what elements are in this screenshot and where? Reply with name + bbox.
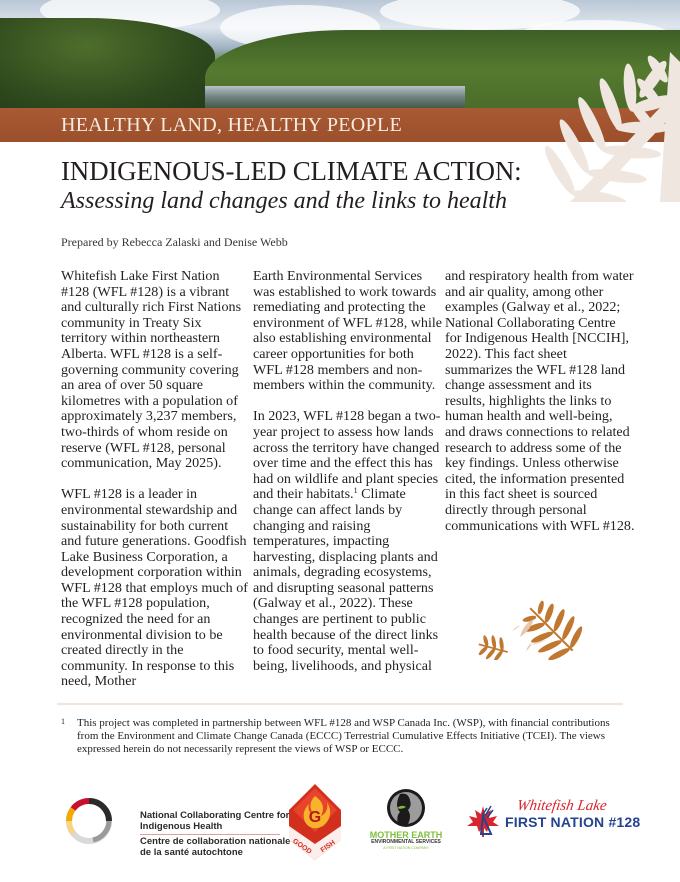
- goodfish-text-right: FISH: [319, 839, 337, 855]
- river: [205, 86, 465, 108]
- wfl-script-name: Whitefish Lake: [515, 798, 608, 814]
- series-label: HEALTHY LAND, HEALTHY PEOPLE: [61, 114, 402, 136]
- goodfish-logo: [287, 782, 343, 862]
- mother-earth-subtitle: ENVIRONMENTAL SERVICES: [371, 839, 441, 845]
- fern-decoration-icon: [510, 52, 680, 202]
- footnote-reference[interactable]: 1: [353, 486, 358, 496]
- maple-leaf-icon: [465, 804, 501, 838]
- partner-logos: [0, 770, 680, 870]
- paragraph: Earth Environmental Services was established to work towards remediating and protecting the environment of WFL #128, while also establishing environmental career opportunities for both WFL #128 members and non-members within the community.: [253, 268, 443, 394]
- nccih-logo: [57, 791, 291, 858]
- mother-earth-logo: [360, 788, 450, 858]
- footnote-mark: 1: [61, 717, 65, 726]
- nccih-name-english: National Collaborating Centre for Indigenous Health: [140, 810, 290, 832]
- page-subtitle: Assessing land changes and the links to health: [61, 188, 507, 214]
- left-treeline: [0, 18, 215, 108]
- body-column-2: [253, 269, 443, 690]
- svg-text:G: G: [308, 809, 322, 826]
- body-column-1: [61, 269, 251, 706]
- paragraph-text: Climate change can affect lands by changing and raising temperatures, impacting harvesting, displacing plants and animals, degrading ecosystems, and disrupting seasonal patterns (Galway et al., 2022). These changes are pertinent to public health because of the direct links to food security, mental well-being, livelihoods, and physical: [253, 486, 439, 674]
- wfl-logo: [465, 792, 645, 842]
- paragraph-text: In 2023, WFL #128 began a two-year project to assess how lands across the territory have changed over time and the effect this has had on wildlife and plant species and their habitats.: [253, 408, 441, 503]
- wfl-main-name: FIRST NATION #128: [505, 814, 641, 830]
- page-title: INDIGENOUS-LED CLIMATE ACTION:: [61, 156, 522, 186]
- footnote: [61, 717, 621, 755]
- body-column-3: [445, 269, 635, 550]
- nccih-rule: [140, 834, 280, 835]
- mother-earth-tagline: A FIRST NATION COMPANY: [383, 846, 429, 850]
- paragraph: [253, 409, 443, 674]
- section-divider: [57, 703, 623, 705]
- paragraph: WFL #128 is a leader in environmental stewardship and sustainability for both current and future generations. Goodfish Lake Business Corporation, a development corporation within WFL #128 that employs much of the WFL #128 population, recognized the need for an environmental division to be created directly in the community. In response to this need, Mother: [61, 486, 248, 690]
- nccih-name-french: Centre de collaboration nationale de la santé autochtone: [140, 836, 291, 858]
- fern-leaves-icon: [462, 585, 612, 660]
- paragraph: and respiratory health from water and air quality, among other examples (Galway et al., 2022; National Collaborating Centre for Indigenous Health [NCCIH], 2022). This fact sheet summarizes the WFL #128 land change assessment and its results, highlights the links to human health and well-being, and draws connections to related research to address some of the key findings. Unless otherwise cited, the information presented in this fact sheet is sourced directly through personal communications with WFL #128.: [445, 268, 635, 534]
- footnote-text: This project was completed in partnership between WFL #128 and WSP Canada Inc. (WSP), with financial contributions from the Environment and Climate Change Canada (ECCC) Terrestrial Cumulative Effects Initiative (TCEI). The views expressed herein do not necessarily represent the views of WSP or ECCC.: [77, 717, 610, 755]
- goodfish-text-left: GOOD: [291, 837, 313, 856]
- earth-silhouette-icon: [386, 788, 426, 828]
- nccih-swirl-icon: [63, 795, 115, 847]
- byline: Prepared by Rebecca Zalaski and Denise Webb: [61, 235, 288, 249]
- paragraph: Whitefish Lake First Nation #128 (WFL #128) is a vibrant and culturally rich First Nations community in Treaty Six territory within northeastern Alberta. WFL #128 is a self-governing community covering an area of over 50 square kilometres with a population of approximately 3,237 members, two-thirds of whom reside on reserve (WFL #128, personal communication, May 2025).: [61, 268, 242, 472]
- mother-earth-name: MOTHER EARTH: [369, 830, 443, 840]
